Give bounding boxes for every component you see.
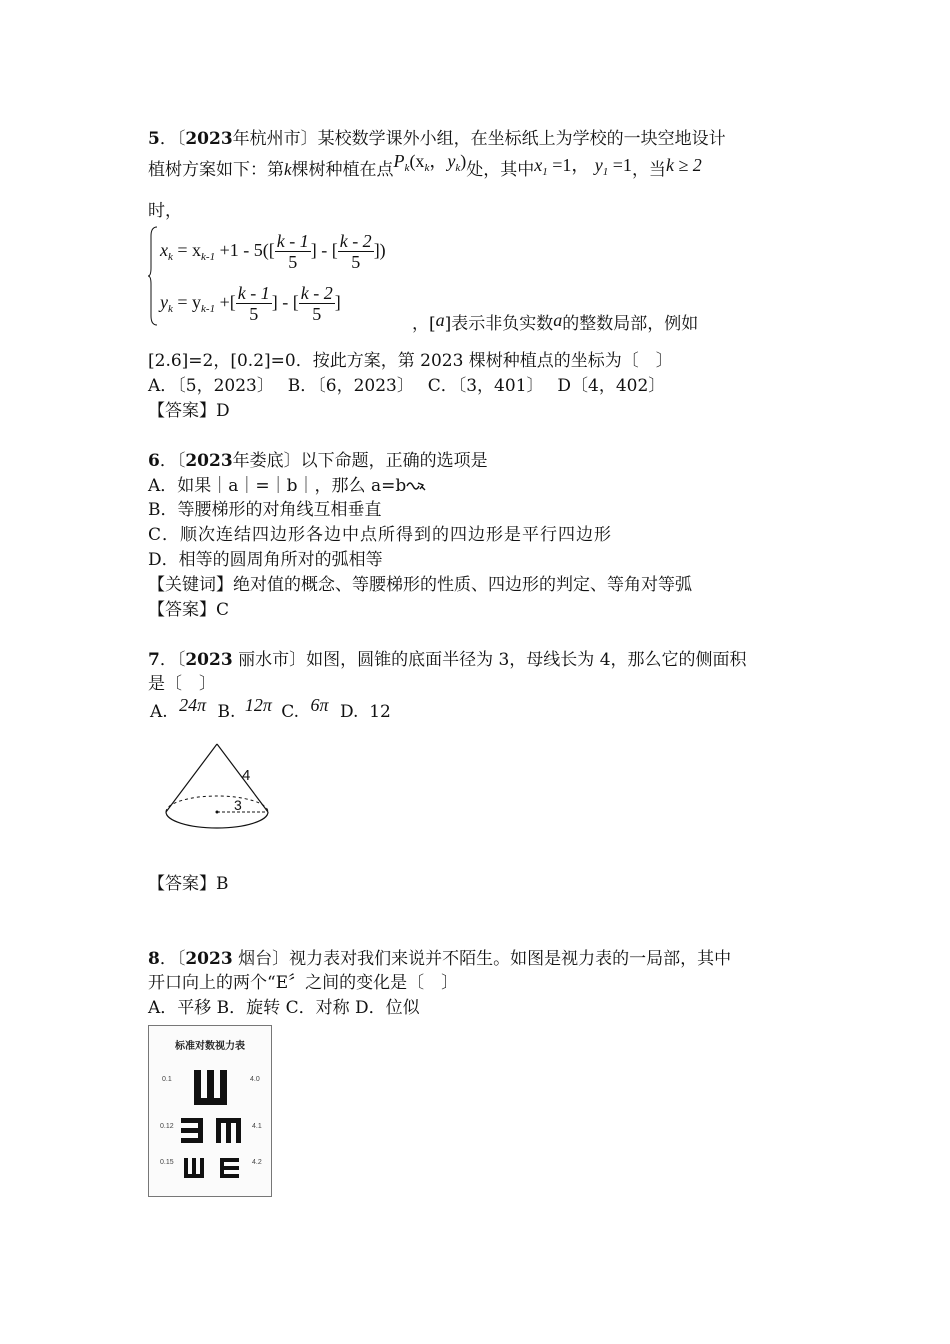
q6-line1: 6．〔2023年娄底〕以下命题，正确的选项是 xyxy=(148,451,488,471)
q6-answer: 【答案】C xyxy=(148,600,230,620)
right-label-1: 4.0 xyxy=(250,1076,260,1083)
e-up-large-icon xyxy=(194,1070,227,1105)
q8-options: A．平移 B．旋转 C．对称 D．位似 xyxy=(148,998,420,1018)
q8-year: 2023 xyxy=(185,949,233,969)
q7-source: 丽水市〕 xyxy=(238,650,307,670)
q5-answer: 【答案】D xyxy=(148,401,230,421)
q5-condition: k ≥ 2 xyxy=(665,155,702,175)
squiggle-icon xyxy=(406,479,426,493)
q6-option-c: C．顺次连结四边形各边中点所得到的四边形是平行四边形 xyxy=(148,525,613,545)
q7-stem: 如图，圆锥的底面半径为 3，母线长为 4，那么它的侧面积 xyxy=(306,650,747,670)
q5-line2-d: ，当 xyxy=(631,160,666,180)
q6-option-d: D．相等的圆周角所对的弧相等 xyxy=(148,550,383,570)
q8-number: 8 xyxy=(148,949,160,969)
q6-keywords: 【关键词】绝对值的概念、等腰梯形的性质、四边形的判定、等角对等弧 xyxy=(148,575,692,595)
left-label-2: 0.12 xyxy=(160,1123,174,1130)
q5-k: k xyxy=(284,160,292,179)
q5-x1: $x_1 =1$， xyxy=(534,155,590,178)
cone-figure xyxy=(158,740,278,835)
q5-year: 2023 xyxy=(185,129,233,149)
q7-options: A. 24π B. 12π C. 6π D. 12 xyxy=(150,695,391,722)
q5-source: 年杭州市〕 xyxy=(232,129,318,149)
right-label-2: 4.1 xyxy=(252,1123,262,1130)
q6-option-a: A．如果｜a｜=｜b｜，那么 a=b xyxy=(148,475,426,497)
q6-stem: 以下命题，正确的选项是 xyxy=(300,451,488,471)
q6-number: 6 xyxy=(148,451,160,471)
e-left-icon xyxy=(181,1118,203,1143)
q5-eq2: $y_k = y_{k-1}$ +[ $\frac{k - 1}{5}$ ] - [ $\frac{k - 2}{5}$ ] xyxy=(160,283,341,325)
q5-y1: $y_1 =1$ xyxy=(594,155,632,178)
q8-stem: 视力表对我们来说并不陌生。如图是视力表的一局部，其中 xyxy=(289,949,732,969)
q5-line2-b: 棵树种植在点 xyxy=(291,160,394,180)
q5-line2-a: 植树方案如下：第 xyxy=(148,160,284,180)
e-right-icon xyxy=(220,1158,239,1178)
q5-eq1: $x_k = x_{k-1} +1 - 5$([ $\frac{k - 1}{5}$ ] - [ $\frac{k - 2}{5}$ ]) xyxy=(160,231,386,273)
q5-point: $P_k(x_k$，$y_k$) xyxy=(393,151,467,174)
q5-options: A．〔5，2023〕 B．〔6，2023〕 C．〔3，401〕 D〔4，402〕 xyxy=(148,376,666,396)
q5-line2-c: 处，其中 xyxy=(466,160,535,180)
q7-answer: 【答案】B xyxy=(148,874,229,894)
cone-center xyxy=(216,811,219,814)
q5-line1: 5．〔2023年杭州市〕某校数学课外小组，在坐标纸上为学校的一块空地设计 xyxy=(148,129,726,149)
q7-number: 7 xyxy=(148,650,160,670)
left-label-3: 0.15 xyxy=(160,1159,174,1166)
q7-line1: 7．〔2023 丽水市〕如图，圆锥的底面半径为 3，母线长为 4，那么它的侧面积 xyxy=(148,650,747,670)
q6-option-b: B．等腰梯形的对角线互相垂直 xyxy=(148,500,382,520)
q6-year: 2023 xyxy=(185,451,233,471)
q7-year: 2023 xyxy=(185,650,233,670)
cone-base-front xyxy=(166,812,268,828)
e-up-small-icon xyxy=(184,1158,204,1178)
vision-chart-title: 标准对数视力表 xyxy=(175,1041,245,1052)
q5-example: [2.6]=2，[0.2]=0．按此方案，第 2023 棵树种植点的坐标为〔 〕 xyxy=(148,351,673,371)
q5-number: 5 xyxy=(148,129,160,149)
cone-slant-label: 4 xyxy=(242,767,251,784)
q8-line1: 8．〔2023 烟台〕视力表对我们来说并不陌生。如图是视力表的一局部，其中 xyxy=(148,949,732,969)
q8-source: 烟台〕 xyxy=(238,949,290,969)
q7-line2: 是〔 〕 xyxy=(148,674,216,694)
q8-line2: 开口向上的两个“E〞之间的变化是〔 〕 xyxy=(148,973,459,993)
right-label-3: 4.2 xyxy=(252,1159,262,1166)
q5-stem: 某校数学课外小组，在坐标纸上为学校的一块空地设计 xyxy=(317,129,726,149)
q6-source: 年娄底〕 xyxy=(232,451,301,471)
cone-radius-label: 3 xyxy=(234,797,242,813)
brace-icon xyxy=(148,226,158,326)
left-label-1: 0.1 xyxy=(162,1076,172,1083)
q5-line3: 时， xyxy=(148,201,182,221)
q5-bracket-note: ，[a]表示非负实数a的整数局部，例如 xyxy=(412,310,699,334)
cone-left-edge xyxy=(166,744,217,812)
cone-base-back xyxy=(166,796,268,812)
q5-line2 xyxy=(148,151,702,187)
e-down-icon xyxy=(216,1118,241,1143)
vision-chart xyxy=(148,1025,272,1197)
